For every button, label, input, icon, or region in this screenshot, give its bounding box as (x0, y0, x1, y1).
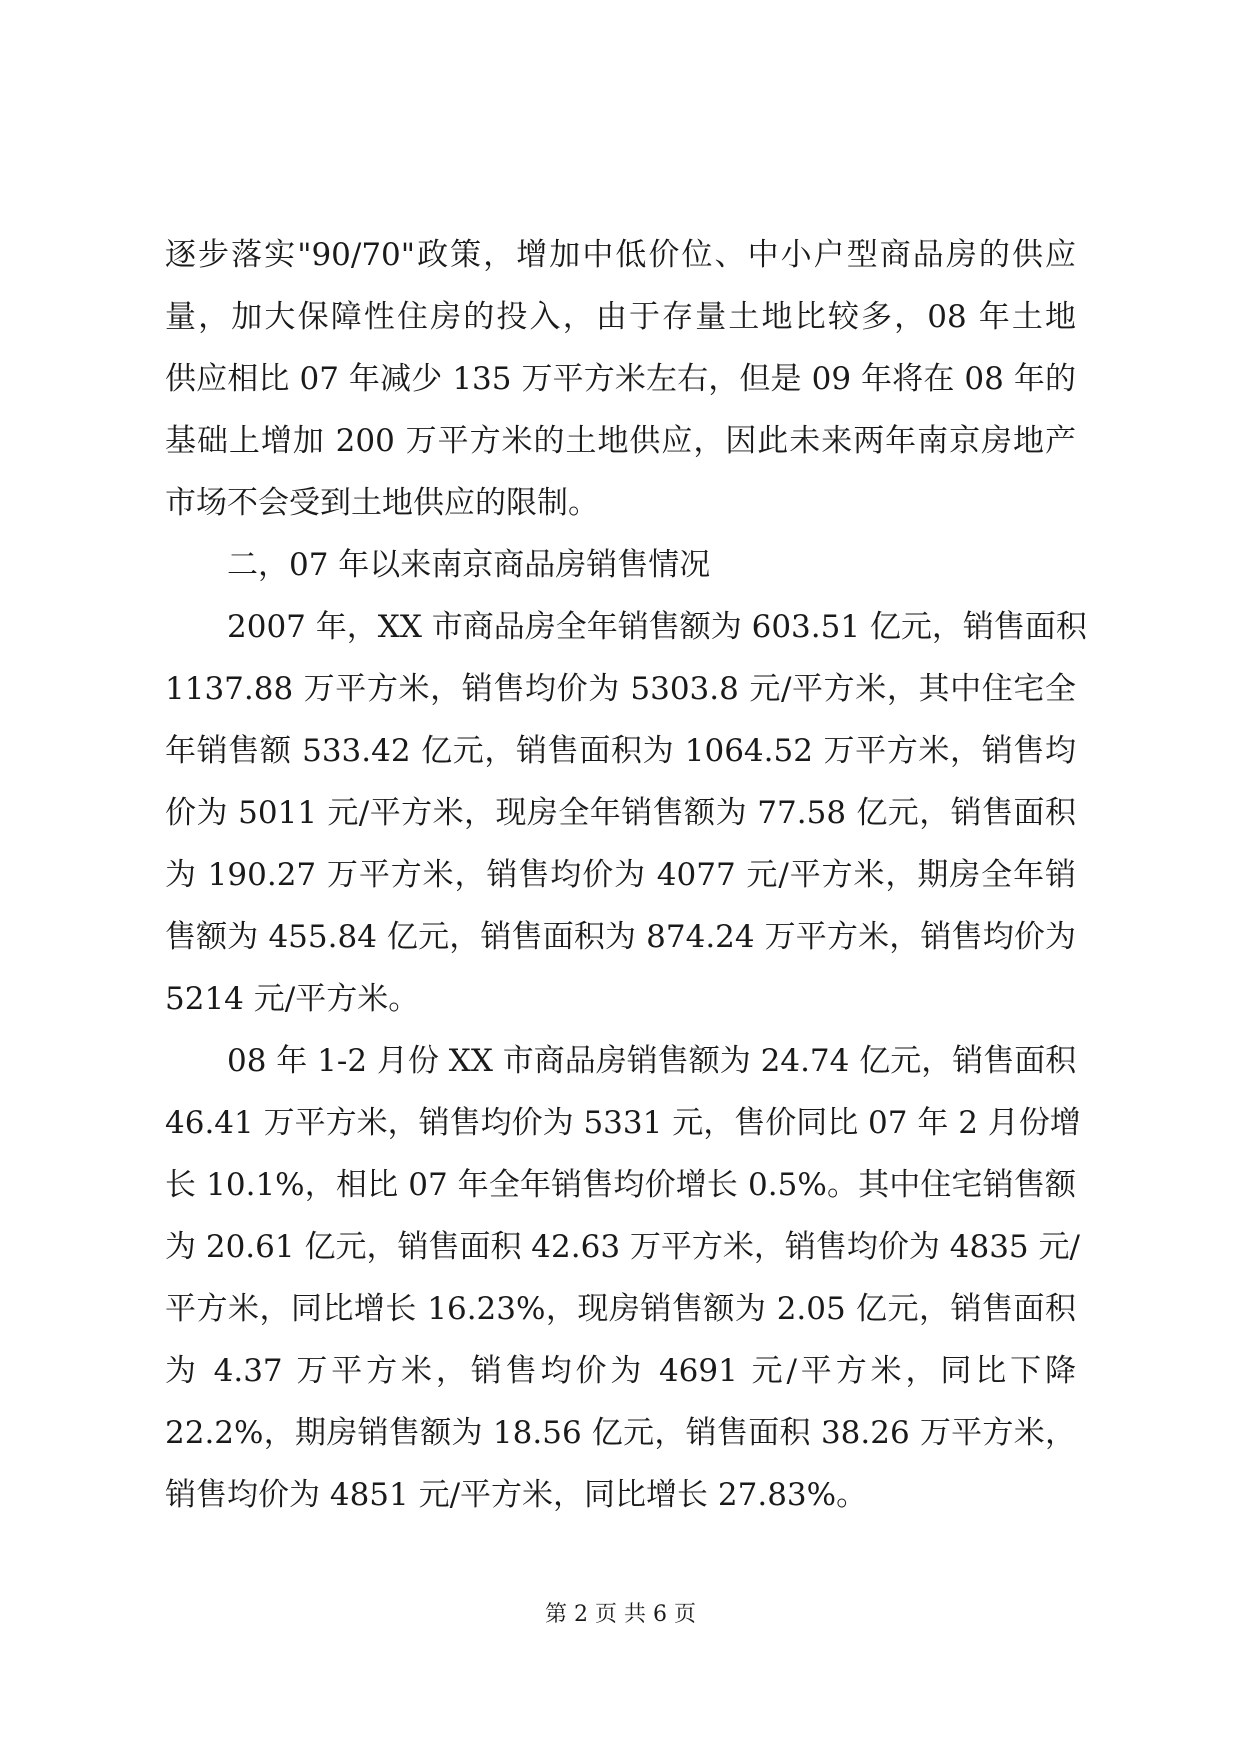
text-line: 长 10.1%，相比 07 年全年销售均价增长 0.5%。其中住宅销售额 (165, 1167, 1076, 1203)
text-line: 逐步落实"90/70"政策，增加中低价位、中小户型商品房的供应 (165, 237, 1076, 273)
text-line: 价为 5011 元/平方米，现房全年销售额为 77.58 亿元，销售面积 (165, 795, 1076, 831)
text-line: 46.41 万平方米，销售均价为 5331 元，售价同比 07 年 2 月份增 (165, 1105, 1081, 1141)
paragraph-2008-sales (165, 1030, 1081, 1526)
section-heading: 二，07 年以来南京商品房销售情况 (227, 547, 711, 583)
text-line: 售额为 455.84 亿元，销售面积为 874.24 万平方米，销售均价为 (165, 919, 1076, 955)
paragraph-2007-sales (165, 596, 1087, 1030)
text-line: 2007 年，XX 市商品房全年销售额为 603.51 亿元，销售面积 (227, 609, 1087, 645)
text-line: 为 20.61 亿元，销售面积 42.63 万平方米，销售均价为 4835 元/ (165, 1229, 1080, 1265)
text-line: 08 年 1-2 月份 XX 市商品房销售额为 24.74 亿元，销售面积 (227, 1043, 1077, 1079)
text-line: 年销售额 533.42 亿元，销售面积为 1064.52 万平方米，销售均 (165, 733, 1076, 769)
text-line: 销售均价为 4851 元/平方米，同比增长 27.83%。 (165, 1477, 868, 1513)
paragraph-land-supply (165, 224, 1076, 534)
page-number-footer: 第 2 页 共 6 页 (545, 1602, 696, 1627)
document-body (165, 224, 1087, 1526)
text-line: 基础上增加 200 万平方米的土地供应，因此未来两年南京房地产 (165, 423, 1076, 459)
text-line: 22.2%，期房销售额为 18.56 亿元，销售面积 38.26 万平方米， (165, 1415, 1076, 1451)
text-line: 市场不会受到土地供应的限制。 (165, 485, 599, 521)
text-line: 5214 元/平方米。 (165, 981, 420, 1017)
text-line: 为 4.37 万平方米，销售均价为 4691 元/平方米，同比下降 (165, 1353, 1076, 1389)
text-line: 量，加大保障性住房的投入，由于存量土地比较多，08 年土地 (165, 299, 1076, 335)
text-line: 1137.88 万平方米，销售均价为 5303.8 元/平方米，其中住宅全 (165, 671, 1076, 707)
text-line: 为 190.27 万平方米，销售均价为 4077 元/平方米，期房全年销 (165, 857, 1076, 893)
text-line: 供应相比 07 年减少 135 万平方米左右，但是 09 年将在 08 年的 (165, 361, 1076, 397)
text-line: 平方米，同比增长 16.23%，现房销售额为 2.05 亿元，销售面积 (165, 1291, 1076, 1327)
